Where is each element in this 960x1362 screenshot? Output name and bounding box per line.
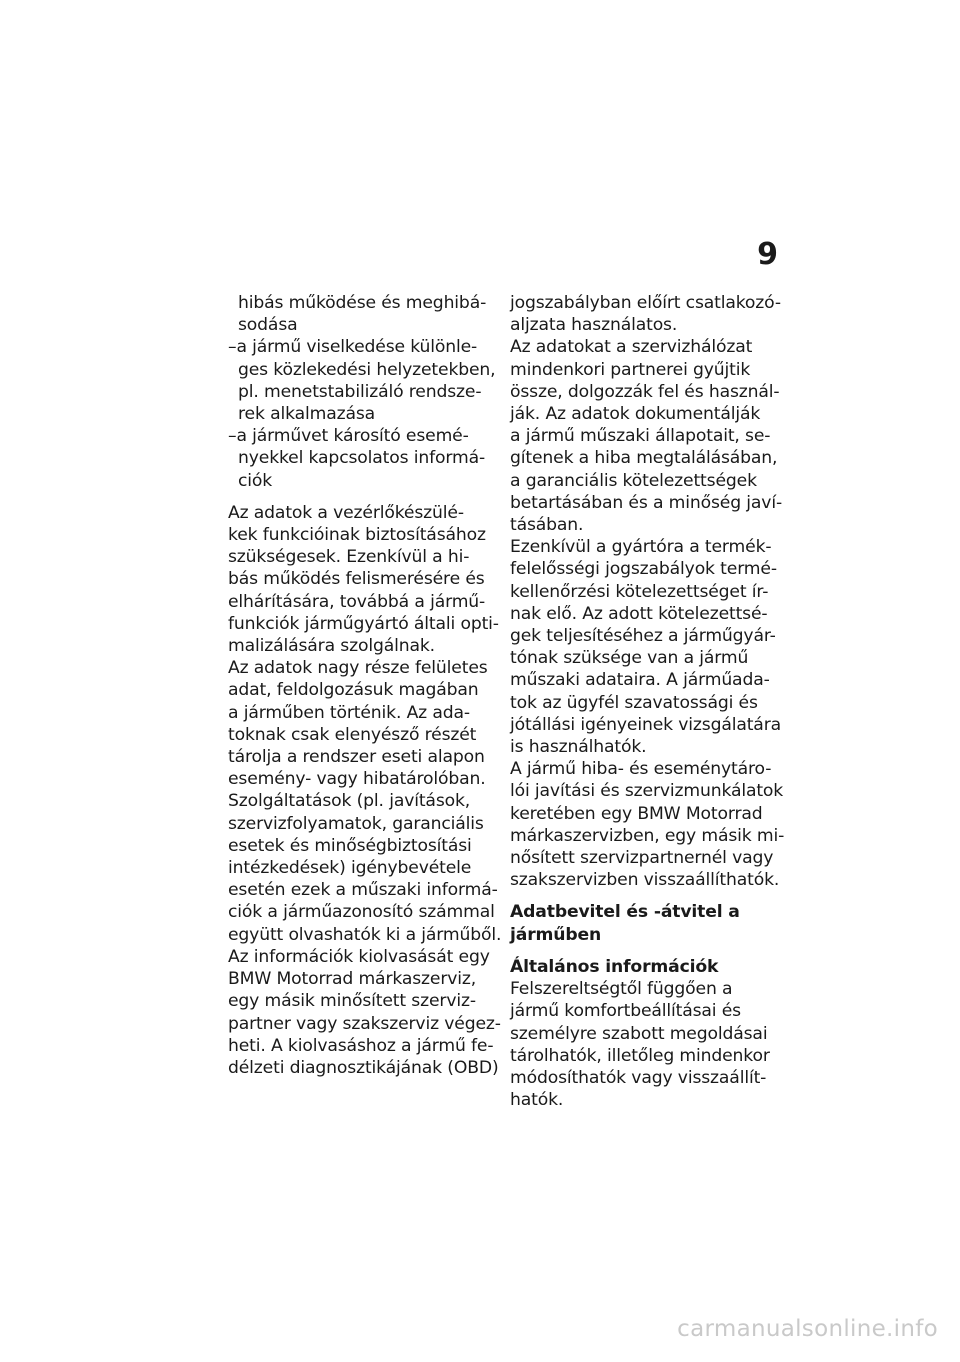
text-line: kellenőrzési kötelezettséget ír- [510, 581, 769, 602]
paragraph [228, 502, 502, 1079]
text-line: funkciók járműgyártó általi opti- [228, 613, 499, 634]
text-line: jogszabályban előírt csatlakozó- [510, 293, 781, 313]
text-line: tónak szüksége van a jármű [510, 648, 749, 669]
text-line: jótállási igényeinek vizsgálatára [510, 714, 781, 735]
text-line: márkaszervizben, egy másik mi- [510, 825, 785, 846]
text-line: keretében egy BMW Motorrad [510, 803, 763, 824]
text-line: adat, feldolgozásuk magában [228, 680, 479, 701]
text-line: személyre szabott megoldásai [510, 1023, 768, 1044]
text-line: Felszereltségtől függően a [510, 979, 733, 1000]
text-line: elhárítására, továbbá a jármű- [228, 591, 486, 612]
text-line: műszaki adataira. A járműada- [510, 670, 770, 691]
text-line: mindenkori partnerei gyűjtik [510, 359, 751, 380]
text-line: BMW Motorrad márkaszerviz, [228, 969, 477, 990]
text-line: nyekkel kapcsolatos informá- [238, 448, 486, 469]
text-line: esetek és minőségbiztosítási [228, 835, 472, 856]
text-line: tásában. [510, 515, 584, 536]
text-line: rek alkalmazása [238, 404, 376, 425]
text-line: –a jármű viselkedése különle- [228, 337, 478, 358]
text-line: gítenek a hiba megtalálásában, [510, 448, 778, 469]
text-line: jármű komfortbeállításai és [510, 1001, 741, 1022]
paragraph [510, 292, 785, 891]
text-line: pl. menetstabilizáló rendsze- [238, 381, 482, 402]
text-line: gek teljesítéséhez a járműgyár- [510, 626, 776, 647]
bullet-item [228, 336, 496, 425]
subsection-heading: Általános információk [510, 956, 719, 977]
text-line: ciók a járműazonosító számmal [228, 902, 495, 923]
text-line: tárolhatók, illetőleg mindenkor [510, 1045, 770, 1066]
text-line: Szolgáltatások (pl. javítások, [228, 791, 471, 812]
text-line: a járműben történik. Az ada- [228, 702, 470, 723]
text-line: sodása [238, 315, 298, 336]
list-continuation [228, 292, 492, 336]
watermark: carmanualsonline.info [677, 1316, 938, 1342]
bullet-item [228, 425, 492, 492]
text-line: kek funkcióinak biztosításához [228, 525, 486, 546]
text-line: toknak csak elenyésző részét [228, 724, 477, 745]
text-line: bás működés felismerésére és [228, 569, 485, 590]
text-line: ges közlekedési helyzetekben, [238, 359, 496, 380]
text-line: délzeti diagnosztikájának (OBD) [228, 1057, 499, 1078]
text-line: szervizfolyamatok, garanciális [228, 813, 484, 834]
text-line: szükségesek. Ezenkívül a hi- [228, 547, 470, 568]
right-column [510, 292, 785, 1111]
text-line: hibás működése és meghibá- [238, 293, 487, 313]
heading-line: járműben [510, 924, 602, 945]
text-line: ják. Az adatok dokumentálják [510, 404, 761, 425]
text-line: betartásában és a minőség javí- [510, 492, 783, 513]
text-line: Az adatok a vezérlőkészülé- [228, 502, 464, 523]
text-line: ciók [238, 470, 273, 491]
text-line: szakszervizben visszaállíthatók. [510, 870, 780, 891]
text-line: esemény- vagy hibatárolóban. [228, 769, 486, 790]
text-line: heti. A kiolvasáshoz a jármű fe- [228, 1035, 494, 1056]
text-line: Az információk kiolvasását egy [228, 946, 490, 967]
text-line: tok az ügyfél szavatossági és [510, 692, 758, 713]
page-number: 9 [757, 237, 778, 272]
text-line: Az adatok nagy része felületes [228, 658, 488, 679]
text-line: A jármű hiba- és eseménytáro- [510, 759, 772, 780]
text-line: esetén ezek a műszaki informá- [228, 880, 498, 901]
text-line: is használhatók. [510, 737, 647, 758]
text-line: nősített szervizpartnernél vagy [510, 848, 774, 869]
text-line: lói javítási és szervizmunkálatok [510, 781, 784, 802]
text-line: módosíthatók vagy visszaállít- [510, 1067, 767, 1088]
section-heading [510, 901, 780, 945]
text-line: partner vagy szakszerviz végez- [228, 1013, 501, 1034]
text-line: malizálására szolgálnak. [228, 636, 435, 657]
text-line: nak elő. Az adott kötelezettsé- [510, 603, 768, 624]
text-line: együtt olvashatók ki a járműből. [228, 924, 502, 945]
text-line: össze, dolgozzák fel és használ- [510, 381, 780, 402]
text-line: tárolja a rendszer eseti alapon [228, 747, 485, 768]
text-line: Az adatokat a szervizhálózat [510, 337, 753, 358]
text-line: felelősségi jogszabályok termé- [510, 559, 777, 580]
text-line: hatók. [510, 1090, 564, 1111]
text-line: intézkedések) igénybevétele [228, 858, 472, 879]
heading-line: Adatbevitel és -átvitel a [510, 902, 740, 923]
text-line: Ezenkívül a gyártóra a termék- [510, 537, 772, 558]
text-line: a garanciális kötelezettségek [510, 470, 757, 491]
text-line: egy másik minősített szerviz- [228, 991, 476, 1012]
text-line: a jármű műszaki állapotait, se- [510, 426, 771, 447]
text-line: –a járművet károsító esemé- [228, 426, 469, 447]
left-column [228, 292, 502, 1079]
paragraph [510, 978, 780, 1111]
text-line: aljzata használatos. [510, 315, 678, 336]
